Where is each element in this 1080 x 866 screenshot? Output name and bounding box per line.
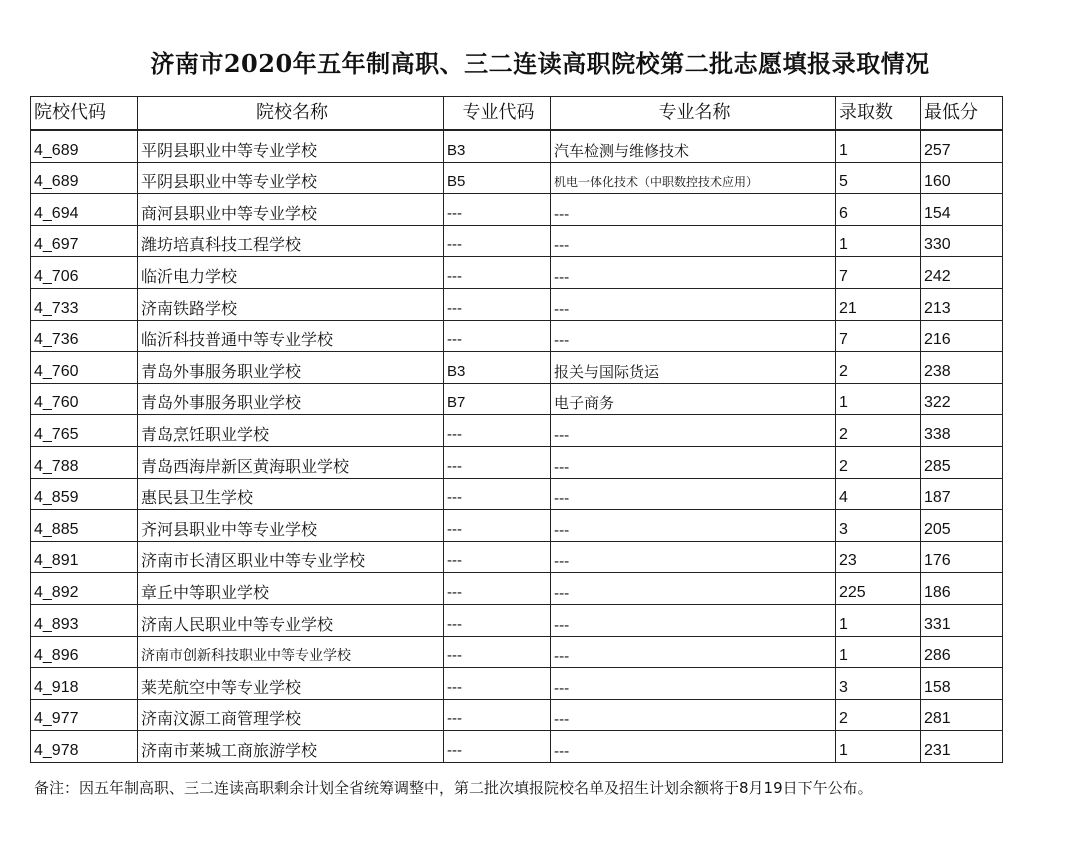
major-name-cell: 电子商务 — [551, 383, 836, 415]
school-name-cell: 平阴县职业中等专业学校 — [138, 130, 444, 162]
school-name-cell: 济南人民职业中等专业学校 — [138, 604, 444, 636]
school-code-cell: 4_689 — [31, 130, 138, 162]
school-code-cell: 4_733 — [31, 288, 138, 320]
major-name-cell: --- — [551, 257, 836, 289]
table-row — [31, 478, 1003, 510]
admission-table — [30, 96, 1003, 763]
school-code-cell: 4_694 — [31, 194, 138, 226]
major-code-cell: B3 — [444, 130, 551, 162]
table-row — [31, 668, 1003, 700]
table-row — [31, 288, 1003, 320]
major-code-cell: --- — [444, 288, 551, 320]
school-name-cell: 济南市长清区职业中等专业学校 — [138, 541, 444, 573]
min-score-cell: 186 — [921, 573, 1003, 605]
major-code-cell: --- — [444, 510, 551, 542]
table-row — [31, 130, 1003, 162]
major-name-cell: --- — [551, 415, 836, 447]
min-score-cell: 281 — [921, 699, 1003, 731]
table-row — [31, 604, 1003, 636]
school-name-cell: 平阴县职业中等专业学校 — [138, 162, 444, 194]
min-score-cell: 338 — [921, 415, 1003, 447]
major-name-cell: 机电一体化技术（中职数控技术应用） — [551, 162, 836, 194]
school-code-cell: 4_893 — [31, 604, 138, 636]
table-row — [31, 541, 1003, 573]
table-row — [31, 699, 1003, 731]
admitted-cell: 225 — [836, 573, 921, 605]
school-code-cell: 4_978 — [31, 731, 138, 763]
school-name-cell: 莱芜航空中等专业学校 — [138, 668, 444, 700]
table-row — [31, 573, 1003, 605]
school-code-cell: 4_760 — [31, 352, 138, 384]
min-score-cell: 176 — [921, 541, 1003, 573]
table-row — [31, 352, 1003, 384]
major-code-cell: --- — [444, 636, 551, 668]
school-name-cell: 青岛烹饪职业学校 — [138, 415, 444, 447]
major-code-cell: --- — [444, 478, 551, 510]
school-code-cell: 4_736 — [31, 320, 138, 352]
major-name-cell: 报关与国际货运 — [551, 352, 836, 384]
major-name-cell: --- — [551, 446, 836, 478]
school-code-cell: 4_892 — [31, 573, 138, 605]
header-major-code: 专业代码 — [444, 97, 551, 131]
school-name-cell: 青岛西海岸新区黄海职业学校 — [138, 446, 444, 478]
major-name-cell: --- — [551, 225, 836, 257]
table-row — [31, 446, 1003, 478]
table-row — [31, 194, 1003, 226]
admitted-cell: 1 — [836, 130, 921, 162]
major-name-cell: --- — [551, 320, 836, 352]
school-name-cell: 济南铁路学校 — [138, 288, 444, 320]
table-row — [31, 320, 1003, 352]
table-row — [31, 731, 1003, 763]
min-score-cell: 331 — [921, 604, 1003, 636]
school-name-cell: 济南市创新科技职业中等专业学校 — [138, 636, 444, 668]
table-row — [31, 636, 1003, 668]
major-code-cell: --- — [444, 604, 551, 636]
school-name-cell: 青岛外事服务职业学校 — [138, 383, 444, 415]
major-name-cell: --- — [551, 636, 836, 668]
major-name-cell: --- — [551, 194, 836, 226]
major-name-cell: --- — [551, 604, 836, 636]
school-name-cell: 商河县职业中等专业学校 — [138, 194, 444, 226]
table-row — [31, 510, 1003, 542]
admitted-cell: 23 — [836, 541, 921, 573]
school-code-cell: 4_977 — [31, 699, 138, 731]
major-name-cell: --- — [551, 478, 836, 510]
school-code-cell: 4_765 — [31, 415, 138, 447]
admitted-cell: 21 — [836, 288, 921, 320]
major-code-cell: --- — [444, 415, 551, 447]
major-code-cell: --- — [444, 668, 551, 700]
min-score-cell: 160 — [921, 162, 1003, 194]
admitted-cell: 2 — [836, 352, 921, 384]
major-code-cell: --- — [444, 194, 551, 226]
major-code-cell: --- — [444, 541, 551, 573]
school-code-cell: 4_760 — [31, 383, 138, 415]
table-header-row — [31, 97, 1003, 131]
school-code-cell: 4_891 — [31, 541, 138, 573]
min-score-cell: 187 — [921, 478, 1003, 510]
major-name-cell: --- — [551, 668, 836, 700]
major-code-cell: --- — [444, 320, 551, 352]
major-name-cell: --- — [551, 731, 836, 763]
major-code-cell: --- — [444, 699, 551, 731]
min-score-cell: 257 — [921, 130, 1003, 162]
school-code-cell: 4_697 — [31, 225, 138, 257]
major-code-cell: --- — [444, 573, 551, 605]
min-score-cell: 330 — [921, 225, 1003, 257]
major-code-cell: --- — [444, 731, 551, 763]
footnote: 备注：因五年制高职、三二连读高职剩余计划全省统筹调整中，第二批次填报院校名单及招生计划余额将于8月19日下午公布。 — [34, 779, 873, 797]
major-code-cell: B5 — [444, 162, 551, 194]
table-row — [31, 257, 1003, 289]
min-score-cell: 213 — [921, 288, 1003, 320]
admitted-cell: 2 — [836, 699, 921, 731]
school-code-cell: 4_689 — [31, 162, 138, 194]
min-score-cell: 238 — [921, 352, 1003, 384]
min-score-cell: 322 — [921, 383, 1003, 415]
admitted-cell: 1 — [836, 225, 921, 257]
min-score-cell: 158 — [921, 668, 1003, 700]
admitted-cell: 3 — [836, 510, 921, 542]
major-name-cell: 汽车检测与维修技术 — [551, 130, 836, 162]
major-name-cell: --- — [551, 510, 836, 542]
major-code-cell: --- — [444, 257, 551, 289]
min-score-cell: 242 — [921, 257, 1003, 289]
table-row — [31, 225, 1003, 257]
major-code-cell: B3 — [444, 352, 551, 384]
admitted-cell: 5 — [836, 162, 921, 194]
major-code-cell: --- — [444, 446, 551, 478]
admitted-cell: 7 — [836, 320, 921, 352]
major-code-cell: --- — [444, 225, 551, 257]
table-row — [31, 383, 1003, 415]
school-name-cell: 济南汶源工商管理学校 — [138, 699, 444, 731]
school-code-cell: 4_896 — [31, 636, 138, 668]
school-code-cell: 4_885 — [31, 510, 138, 542]
admitted-cell: 7 — [836, 257, 921, 289]
min-score-cell: 205 — [921, 510, 1003, 542]
school-name-cell: 临沂电力学校 — [138, 257, 444, 289]
admitted-cell: 1 — [836, 731, 921, 763]
table-row — [31, 415, 1003, 447]
admitted-cell: 1 — [836, 636, 921, 668]
admitted-cell: 3 — [836, 668, 921, 700]
table-row — [31, 162, 1003, 194]
admitted-cell: 2 — [836, 415, 921, 447]
major-name-cell: --- — [551, 541, 836, 573]
min-score-cell: 285 — [921, 446, 1003, 478]
header-school-code: 院校代码 — [31, 97, 138, 131]
school-name-cell: 齐河县职业中等专业学校 — [138, 510, 444, 542]
header-major-name: 专业名称 — [551, 97, 836, 131]
major-name-cell: --- — [551, 699, 836, 731]
major-name-cell: --- — [551, 288, 836, 320]
school-name-cell: 章丘中等职业学校 — [138, 573, 444, 605]
min-score-cell: 231 — [921, 731, 1003, 763]
school-code-cell: 4_918 — [31, 668, 138, 700]
header-min-score: 最低分 — [921, 97, 1003, 131]
admitted-cell: 1 — [836, 604, 921, 636]
admitted-cell: 4 — [836, 478, 921, 510]
min-score-cell: 286 — [921, 636, 1003, 668]
school-code-cell: 4_859 — [31, 478, 138, 510]
school-name-cell: 潍坊培真科技工程学校 — [138, 225, 444, 257]
school-code-cell: 4_788 — [31, 446, 138, 478]
school-name-cell: 青岛外事服务职业学校 — [138, 352, 444, 384]
min-score-cell: 154 — [921, 194, 1003, 226]
header-school-name: 院校名称 — [138, 97, 444, 131]
school-code-cell: 4_706 — [31, 257, 138, 289]
school-name-cell: 惠民县卫生学校 — [138, 478, 444, 510]
admitted-cell: 6 — [836, 194, 921, 226]
major-name-cell: --- — [551, 573, 836, 605]
school-name-cell: 临沂科技普通中等专业学校 — [138, 320, 444, 352]
page-title: 济南市2020年五年制高职、三二连读高职院校第二批志愿填报录取情况 — [150, 49, 930, 78]
school-name-cell: 济南市莱城工商旅游学校 — [138, 731, 444, 763]
major-code-cell: B7 — [444, 383, 551, 415]
admitted-cell: 1 — [836, 383, 921, 415]
header-admitted: 录取数 — [836, 97, 921, 131]
min-score-cell: 216 — [921, 320, 1003, 352]
admitted-cell: 2 — [836, 446, 921, 478]
